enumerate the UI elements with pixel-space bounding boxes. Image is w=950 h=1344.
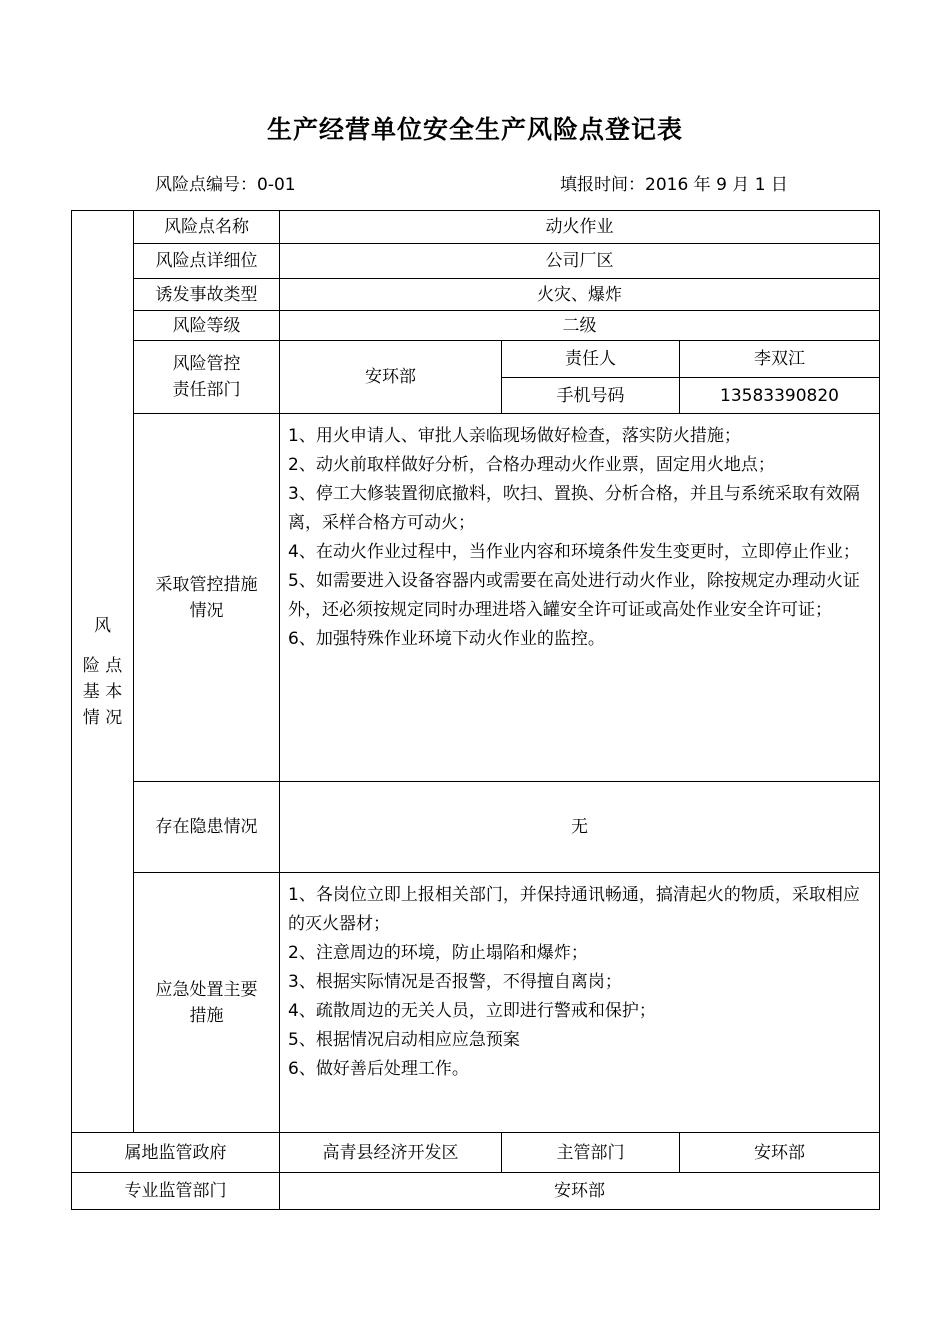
list-item: 4、疏散周边的无关人员，立即进行警戒和保护； xyxy=(288,1001,656,1021)
location-label: 风险点详细位 xyxy=(134,244,280,279)
section-label-basic-info xyxy=(72,211,134,1133)
phone-value: 13583390820 xyxy=(680,378,880,414)
list-item: 1、各岗位立即上报相关部门，并保持通讯畅通，搞清起火的物质，采取相应的灭火器材； xyxy=(288,885,860,934)
risk-number xyxy=(155,170,296,195)
hazard-value: 无 xyxy=(280,782,880,873)
table-row xyxy=(72,311,880,341)
control-measures-list xyxy=(280,414,880,782)
local-government-label: 属地监管政府 xyxy=(72,1133,280,1173)
special-supervision-value: 安环部 xyxy=(280,1173,880,1210)
fill-date xyxy=(560,170,788,195)
risk-name-value: 动火作业 xyxy=(280,211,880,244)
list-item: 3、停工大修装置彻底撤料，吹扫、置换、分析合格，并且与系统采取有效隔离，采样合格方可动火； xyxy=(288,484,860,533)
emergency-measures-label-line: 措施 xyxy=(189,1005,224,1026)
responsible-person-value: 李双江 xyxy=(680,341,880,378)
list-item: 5、根据情况启动相应应急预案 xyxy=(288,1030,520,1050)
table-row xyxy=(72,279,880,311)
list-item: 3、根据实际情况是否报警，不得擅自离岗； xyxy=(288,972,622,992)
registration-table xyxy=(71,210,880,1210)
section-label-line: 险 点 xyxy=(82,655,123,676)
table-row xyxy=(72,873,880,1133)
table-row xyxy=(72,414,880,782)
section-label-line: 基 本 xyxy=(82,681,123,702)
emergency-measures-label xyxy=(134,873,280,1133)
risk-name-label: 风险点名称 xyxy=(134,211,280,244)
table-row xyxy=(72,341,880,378)
risk-level-label: 风险等级 xyxy=(134,311,280,341)
list-item: 2、注意周边的环境，防止塌陷和爆炸； xyxy=(288,943,588,963)
responsible-person-label: 责任人 xyxy=(502,341,680,378)
authority-dept-value: 安环部 xyxy=(680,1133,880,1173)
fill-date-value: 2016 年 9 月 1 日 xyxy=(645,175,788,195)
list-item: 5、如需要进入设备容器内或需要在高处进行动火作业，除按规定办理动火证外，还必须按规定同时办理进塔入罐安全许可证或高处作业安全许可证； xyxy=(288,571,860,620)
accident-type-label: 诱发事故类型 xyxy=(134,279,280,311)
responsible-dept-label-line: 责任部门 xyxy=(172,380,241,400)
table-row xyxy=(72,782,880,873)
list-item: 6、做好善后处理工作。 xyxy=(288,1059,469,1079)
emergency-measures-list xyxy=(280,873,880,1133)
risk-level-value: 二级 xyxy=(280,311,880,341)
local-government-value: 高青县经济开发区 xyxy=(280,1133,502,1173)
section-label-line: 情 况 xyxy=(82,707,123,728)
accident-type-value: 火灾、爆炸 xyxy=(280,279,880,311)
list-item: 2、动火前取样做好分析，合格办理动火作业票，固定用火地点； xyxy=(288,455,775,475)
emergency-measures-label-line: 应急处置主要 xyxy=(155,979,258,1000)
responsible-dept-label-line: 风险管控 xyxy=(172,354,241,374)
list-item: 6、加强特殊作业环境下动火作业的监控。 xyxy=(288,629,605,649)
responsible-dept-value: 安环部 xyxy=(280,341,502,414)
risk-number-label: 风险点编号： xyxy=(155,175,257,195)
control-measures-label-line: 采取管控措施 xyxy=(155,574,258,595)
special-supervision-label: 专业监管部门 xyxy=(72,1173,280,1210)
page-title: 生产经营单位安全生产风险点登记表 xyxy=(266,115,683,144)
hazard-label: 存在隐患情况 xyxy=(134,782,280,873)
control-measures-label xyxy=(134,414,280,782)
table-row xyxy=(72,244,880,279)
list-item: 1、用火申请人、审批人亲临现场做好检查，落实防火措施； xyxy=(288,426,741,446)
location-value: 公司厂区 xyxy=(280,244,880,279)
list-item: 4、在动火作业过程中，当作业内容和环境条件发生变更时，立即停止作业； xyxy=(288,542,860,562)
responsible-dept-label xyxy=(134,341,280,414)
control-measures-label-line: 情况 xyxy=(189,600,224,621)
section-label-line: 风 xyxy=(94,615,111,636)
phone-label: 手机号码 xyxy=(502,378,680,414)
table-row xyxy=(72,1173,880,1210)
authority-dept-label: 主管部门 xyxy=(502,1133,680,1173)
fill-date-label: 填报时间： xyxy=(560,175,645,195)
risk-number-value: 0-01 xyxy=(257,175,296,195)
table-row xyxy=(72,211,880,244)
table-row xyxy=(72,1133,880,1173)
